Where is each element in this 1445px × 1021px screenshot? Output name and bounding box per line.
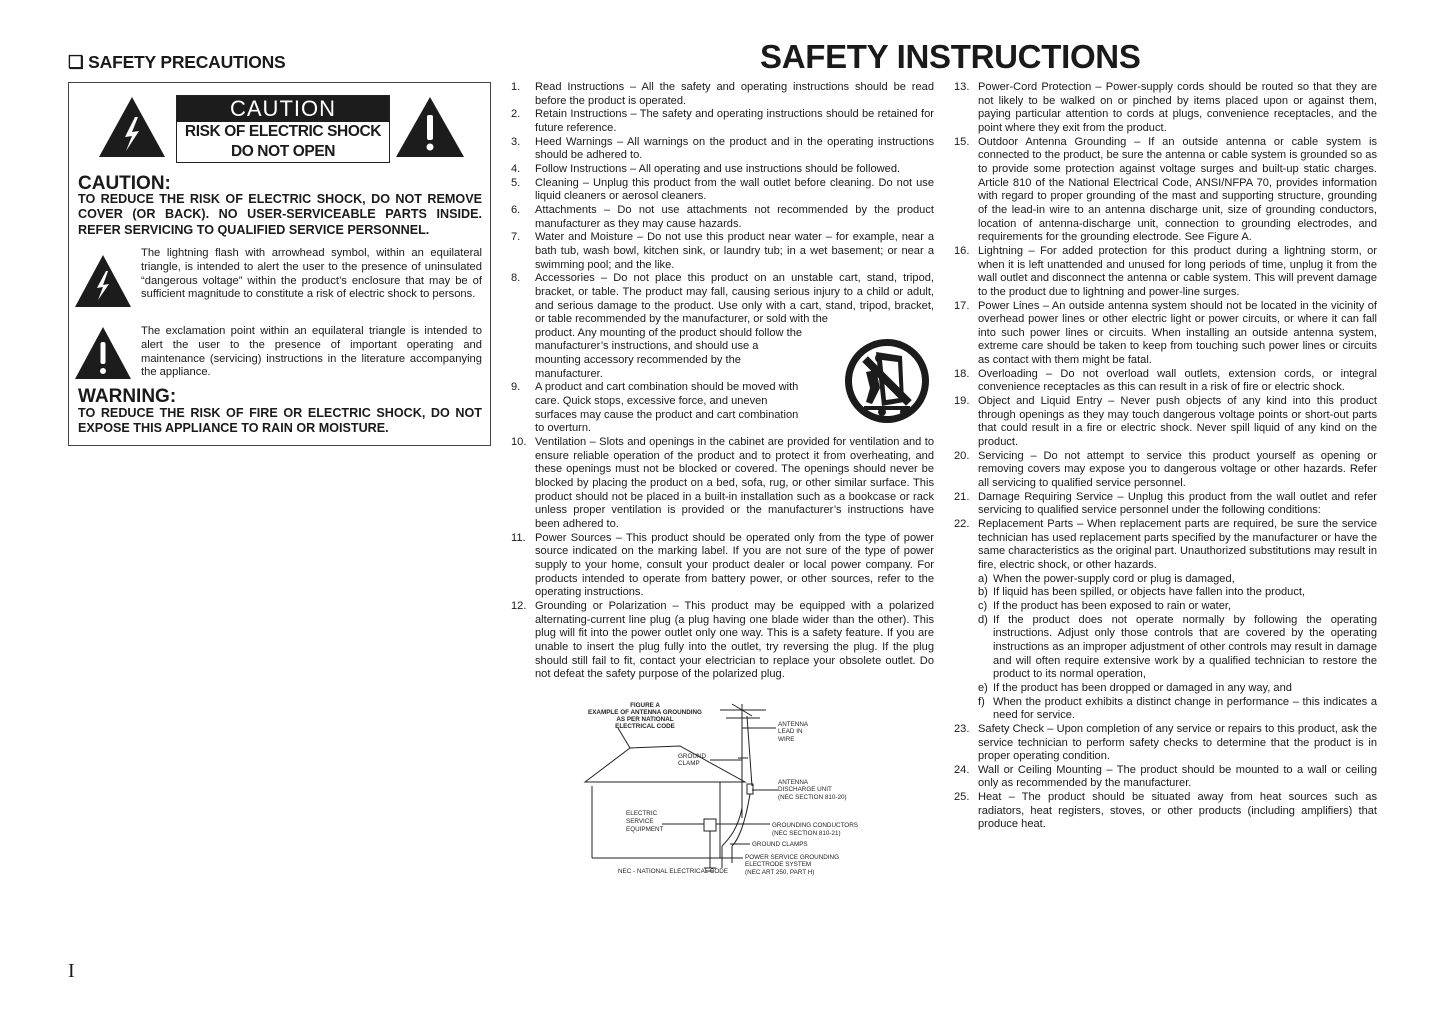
item-number: 10. bbox=[511, 436, 527, 449]
sub-item bbox=[978, 696, 1377, 723]
figure-label: LEAD IN bbox=[778, 728, 803, 735]
exclamation-symbol-icon bbox=[73, 325, 133, 381]
list-item bbox=[511, 231, 934, 272]
item-number: 23. bbox=[954, 722, 970, 735]
sub-item bbox=[978, 573, 1377, 587]
item-number: 13. bbox=[954, 81, 970, 93]
list-item bbox=[511, 81, 934, 108]
checkbox-square-icon: ❑ bbox=[68, 52, 84, 72]
list-item bbox=[954, 791, 1377, 832]
sub-item-text: If the product does not operate normally by following the operating instructions. Adjust only those controls that are covered by the operating instructions as an improper adjustment of other controls may result in damage and will often require extensive work by a qualified technician to restore the product to its normal operation, bbox=[993, 613, 1377, 681]
list-item bbox=[511, 163, 934, 177]
list-item bbox=[511, 177, 934, 204]
item-number: 20. bbox=[954, 449, 970, 462]
item-number: 6. bbox=[511, 203, 521, 216]
figure-label: DISCHARGE UNIT bbox=[778, 786, 832, 793]
item-text: Power-Cord Protection – Power-supply cords should be routed so that they are not likely to be walked on or pinched by items placed upon or against them, paying particular attention to cords at plugs, convenience receptacles, and the point where they exit from the product. bbox=[978, 81, 1377, 134]
item-number: 21. bbox=[954, 490, 970, 503]
caution-word: CAUTION bbox=[177, 96, 389, 122]
figure-title: EXAMPLE OF ANTENNA GROUNDING bbox=[588, 709, 702, 716]
item-number: 2. bbox=[511, 108, 521, 121]
item-number: 16. bbox=[954, 244, 970, 257]
sub-item-text: When the power-supply cord or plug is damaged, bbox=[993, 572, 1235, 585]
figure-label: WIRE bbox=[778, 736, 795, 743]
item-number: 4. bbox=[511, 162, 521, 175]
list-item bbox=[954, 245, 1377, 300]
instructions-column-2 bbox=[954, 81, 1377, 832]
sub-item-text: When the product exhibits a distinct change in performance – this indicates a need for service. bbox=[993, 695, 1377, 722]
item-number: 25. bbox=[954, 791, 970, 804]
sub-item bbox=[978, 614, 1377, 682]
sub-item-text: If the product has been dropped or damaged in any way, and bbox=[993, 681, 1292, 694]
list-item bbox=[954, 450, 1377, 491]
figure-label: GROUND bbox=[678, 753, 706, 760]
item-text: Servicing – Do not attempt to service this product yourself as opening or removing covers may expose you to dangerous voltage or other hazards. Refer all servicing to qualified service personnel. bbox=[978, 449, 1377, 490]
sub-item bbox=[978, 600, 1377, 614]
figure-label: EQUIPMENT bbox=[626, 826, 664, 833]
item-text: Water and Moisture – Do not use this product near water – for example, near a bath tub, wash bowl, kitchen sink, or laundry tub; in a wet basement; or near a swimming pool; and the like. bbox=[535, 231, 934, 271]
item-number: 19. bbox=[954, 395, 970, 408]
list-item bbox=[511, 272, 934, 327]
list-item bbox=[954, 491, 1377, 518]
list-item bbox=[954, 81, 1377, 136]
sub-item-letter: d) bbox=[978, 613, 988, 626]
item-number: 15. bbox=[954, 135, 970, 148]
item-number: 11. bbox=[511, 531, 526, 544]
figure-label: (NEC ART 250, PART H) bbox=[745, 869, 815, 876]
list-item bbox=[954, 136, 1377, 245]
list-item bbox=[511, 108, 934, 135]
item-text: Overloading – Do not overload wall outlets, extension cords, or integral convenience receptacles as this can result in a risk of fire or electric shock. bbox=[978, 367, 1377, 394]
list-item bbox=[511, 136, 934, 163]
item-number: 22. bbox=[954, 518, 970, 530]
figure-label: NEC - NATIONAL ELECTRICAL CODE bbox=[618, 868, 728, 875]
item-number: 24. bbox=[954, 763, 970, 776]
list-item bbox=[954, 764, 1377, 791]
lightning-description: The lightning flash with arrowhead symbol, within an equilateral triangle, is intended to alert the user to the presence of uninsulated “dangerous voltage” within the product’s enclosure that may be of sufficient magnitude to constitute a risk of electric shock to persons. bbox=[141, 247, 482, 301]
list-item bbox=[954, 518, 1377, 723]
item-number: 9. bbox=[511, 381, 521, 394]
figure-label: ANTENNA bbox=[778, 779, 809, 786]
sub-item-letter: c) bbox=[978, 599, 988, 612]
caution-risk-text: RISK OF ELECTRIC SHOCK bbox=[184, 123, 382, 140]
item-text: Grounding or Polarization – This product may be equipped with a polarized alternating-current line plug (a plug having one blade wider than the other). This plug will fit into the power outlet only one way. This is a safety feature. If you are unable to insert the plug fully into the outlet, try reversing the plug. If the plug should still fail to fit, contact your electrician to replace your obsolete outlet. Do not defeat the safety purpose of the polarized plug. bbox=[535, 599, 934, 681]
item-text: Cleaning – Unplug this product from the wall outlet before cleaning. Do not use liquid cleaners or aerosol cleaners. bbox=[535, 176, 934, 203]
precautions-heading-text: SAFETY PRECAUTIONS bbox=[88, 52, 286, 72]
item-number: 12. bbox=[511, 599, 527, 612]
lightning-warning-icon bbox=[97, 95, 167, 159]
figure-label: GROUND CLAMPS bbox=[752, 841, 808, 848]
page-number: I bbox=[68, 960, 75, 982]
exclamation-description: The exclamation point within an equilateral triangle is intended to alert the user to the presence of important operating and maintenance (servicing) instructions in the literature accompanying the appliance. bbox=[141, 325, 482, 379]
list-item bbox=[511, 204, 934, 231]
item-text: Power Lines – An outside antenna system should not be located in the vicinity of overhead power lines or other electric light or power circuits, or where it can fall into such power lines or circuits. When installing an outside antenna system, extreme care should be taken to keep from touching such power lines or circuits as contact with them might be fatal. bbox=[978, 299, 1377, 367]
figure-label: ELECTRODE SYSTEM bbox=[745, 861, 812, 868]
lightning-symbol-icon bbox=[73, 253, 133, 309]
antenna-grounding-figure bbox=[570, 698, 870, 880]
figure-label: (NEC SECTION 810-21) bbox=[772, 830, 841, 837]
sub-item-letter: b) bbox=[978, 586, 988, 599]
item-text: Read Instructions – All the safety and operating instructions should be read before the product is operated. bbox=[535, 81, 934, 107]
figure-title: AS PER NATIONAL bbox=[616, 716, 674, 723]
item-text: Lightning – For added protection for this product during a lightning storm, or when it is left unattended and unused for long periods of time, unplug it from the wall outlet and disconnect the antenna or cable system. This will prevent damage to the product due to lightning and power-line surges. bbox=[978, 244, 1377, 298]
exclamation-warning-icon bbox=[394, 95, 466, 159]
figure-label: ELECTRIC bbox=[626, 810, 658, 817]
item-text: Accessories – Do not place this product on an unstable cart, stand, tripod, bracket, or table. The product may fall, causing serious injury to a child or adult, and serious damage to the product. Use only with a cart, stand, tripod, bracket, or table recommended by the manufacturer, or sold with the bbox=[535, 272, 934, 326]
figure-label: GROUNDING CONDUCTORS bbox=[772, 822, 858, 829]
sub-item-text: If liquid has been spilled, or objects have fallen into the product, bbox=[993, 586, 1306, 599]
item-number: 7. bbox=[511, 231, 521, 244]
item-text: Heed Warnings – All warnings on the product and in the operating instructions should be adhered to. bbox=[535, 135, 934, 162]
sub-item-letter: f) bbox=[978, 695, 985, 708]
figure-title: FIGURE A bbox=[630, 702, 660, 709]
list-item bbox=[511, 532, 934, 600]
list-item bbox=[954, 395, 1377, 450]
page-title: SAFETY INSTRUCTIONS bbox=[760, 38, 1141, 75]
figure-label: CLAMP bbox=[678, 760, 700, 767]
item-text: Object and Liquid Entry – Never push objects of any kind into this product through openings as they may touch dangerous voltage points or short-out parts that could result in a fire or electric shock. Never spill liquid of any kind on the product. bbox=[978, 395, 1377, 449]
item-number: 5. bbox=[511, 176, 521, 189]
sub-item-letter: e) bbox=[978, 681, 988, 694]
list-item bbox=[954, 300, 1377, 368]
item-text: Safety Check – Upon completion of any service or repairs to this product, ask the service technician to perform safety checks to determine that the product is in proper operating condition. bbox=[978, 722, 1377, 763]
caution-text: TO REDUCE THE RISK OF ELECTRIC SHOCK, DO NOT REMOVE COVER (OR BACK). NO USER-SERVICEABLE PARTS INSIDE. REFER SERVICING TO QUALIFIED SERVICE PERSONNEL. bbox=[78, 192, 482, 237]
precautions-heading bbox=[68, 52, 286, 73]
sub-item-letter: a) bbox=[978, 572, 988, 585]
item-text: Retain Instructions – The safety and operating instructions should be retained for future reference. bbox=[535, 108, 934, 134]
item-text: Outdoor Antenna Grounding – If an outside antenna or cable system is connected to the product, be sure the antenna or cable system is grounded so as to provide some protection against voltage surges and built-up static charges. Article 810 of the National Electrical Code, ANSI/NFPA 70, provides information with regard to proper grounding of the mast and supporting structure, grounding of the lead-in wire to an antenna discharge unit, size of grounding conductors, location of antenna-discharge unit, connection to grounding electrodes, and requirements for the grounding electrode. See Figure A. bbox=[978, 135, 1377, 244]
item-text: Ventilation – Slots and openings in the cabinet are provided for ventilation and to ensure reliable operation of the product and to protect it from overheating, and these openings must not be blocked or covered. The openings should never be blocked by placing the product on a bed, sofa, rug, or other similar surface. This product should not be placed in a built-in installation such as a bookcase or rack unless proper ventilation is provided or the manufacturer’s instructions have been adhered to. bbox=[535, 436, 934, 530]
item-text: Damage Requiring Service – Unplug this product from the wall outlet and refer servicing to qualified service personnel under the following conditions: bbox=[978, 490, 1377, 517]
list-item bbox=[954, 723, 1377, 764]
item-number: 3. bbox=[511, 135, 521, 148]
sub-item bbox=[978, 586, 1377, 600]
sub-item-text: If the product has been exposed to rain or water, bbox=[993, 599, 1232, 612]
item-number: 17. bbox=[954, 299, 970, 312]
figure-label: (NEC SECTION 810-20) bbox=[778, 794, 847, 801]
figure-label: ANTENNA bbox=[778, 721, 809, 728]
item-text: Heat – The product should be situated away from heat sources such as radiators, heat registers, stoves, or other products (including amplifiers) that produce heat. bbox=[978, 791, 1377, 831]
item-text: product. Any mounting of the product should follow the manufacturer’s instructions, and should use a mounting accessory recommended by the manufacturer. bbox=[535, 326, 803, 380]
item-text: Replacement Parts – When replacement parts are required, be sure the service technician has used replacement parts specified by the manufacturer or have the same characteristics as the original part. Unauthorized substitutions may result in fire, electric shock, or other hazards. bbox=[978, 518, 1377, 571]
item-text: Follow Instructions – All operating and use instructions should be followed. bbox=[535, 162, 901, 175]
item-number: 18. bbox=[954, 367, 970, 380]
item-text: Wall or Ceiling Mounting – The product should be mounted to a wall or ceiling only as recommended by the manufacturer. bbox=[978, 763, 1377, 790]
warning-title: WARNING: bbox=[78, 386, 177, 407]
caution-title: CAUTION: bbox=[78, 173, 171, 194]
figure-label: POWER SERVICE GROUNDING bbox=[745, 854, 839, 861]
sub-item bbox=[978, 682, 1377, 696]
figure-title: ELECTRICAL CODE bbox=[615, 723, 675, 730]
caution-label bbox=[176, 95, 390, 163]
warning-text: TO REDUCE THE RISK OF FIRE OR ELECTRIC SHOCK, DO NOT EXPOSE THIS APPLIANCE TO RAIN OR MOISTURE. bbox=[78, 406, 482, 436]
item-number: 1. bbox=[511, 81, 521, 93]
item-text: Power Sources – This product should be operated only from the type of power source indicated on the marking label. If you are not sure of the type of power supply to your home, consult your product dealer or local power company. For products intended to operate from battery power, or other sources, refer to the operating instructions. bbox=[535, 531, 934, 599]
cart-tipover-warning-icon bbox=[842, 336, 932, 426]
list-item bbox=[511, 436, 934, 532]
caution-do-not-open-text: DO NOT OPEN bbox=[230, 143, 336, 160]
list-item bbox=[511, 600, 934, 682]
item-text: A product and cart combination should be moved with care. Quick stops, excessive force, and uneven surfaces may cause the product and cart combination to overturn. bbox=[535, 381, 799, 435]
figure-label: SERVICE bbox=[626, 818, 654, 825]
item-number: 8. bbox=[511, 272, 521, 285]
item-text: Attachments – Do not use attachments not recommended by the product manufacturer as they may cause hazards. bbox=[535, 203, 934, 230]
precautions-box bbox=[68, 82, 491, 446]
list-item bbox=[954, 368, 1377, 395]
